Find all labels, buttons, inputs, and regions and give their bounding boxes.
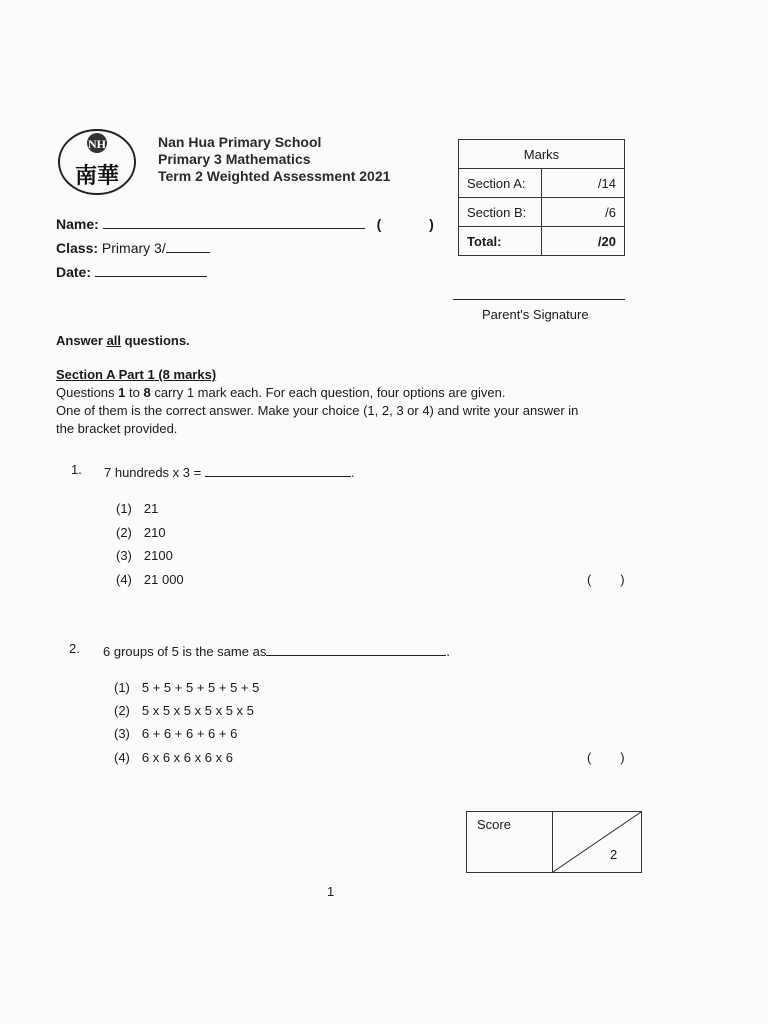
school-logo [56, 127, 138, 197]
logo-letters: NH [88, 137, 106, 151]
q1-option-2-num: (2) [116, 525, 132, 540]
page-number: 1 [327, 884, 335, 899]
answer-all-emph: all [106, 333, 122, 348]
question-1-stem [104, 462, 354, 480]
question-2-text: 6 groups of 5 is the same as [103, 644, 267, 659]
q1-option-4-num: (4) [116, 572, 132, 587]
section-a-line3: the bracket provided. [56, 421, 178, 436]
question-2-blank[interactable] [266, 641, 446, 656]
q1-option-2-text: 210 [143, 525, 166, 540]
q1-option-4-text: 21 000 [143, 572, 184, 587]
marks-value-a: /14 [542, 169, 625, 198]
name-label: Name: [56, 216, 99, 232]
marks-label-a: Section A: [459, 169, 542, 198]
class-row [56, 238, 210, 256]
register-bracket-close: ) [429, 216, 434, 232]
class-label: Class: [56, 240, 99, 256]
q1-option-2 [116, 525, 166, 540]
question-2-stem [103, 641, 450, 659]
assessment-title: Term 2 Weighted Assessment 2021 [158, 168, 391, 184]
section-a-title: Section A Part 1 (8 marks) [56, 367, 217, 382]
score-diagonal [553, 812, 641, 872]
signature-line[interactable] [453, 299, 625, 300]
question-2-end: . [446, 644, 450, 659]
q2-option-1-text: 5 + 5 + 5 + 5 + 5 + 5 [141, 680, 260, 695]
q1-option-4 [116, 572, 184, 587]
q2-option-3 [114, 726, 237, 741]
marks-value-total: /20 [542, 227, 625, 256]
name-row [56, 214, 434, 232]
q2-option-4-num: (4) [114, 750, 130, 765]
question-1-text: 7 hundreds x 3 = [104, 465, 202, 480]
marks-label-total: Total: [459, 227, 542, 256]
q1-option-3 [116, 548, 173, 563]
section-a-line1 [56, 385, 506, 400]
q1-option-1 [116, 501, 158, 516]
q1-option-3-num: (3) [116, 548, 132, 563]
class-field[interactable] [166, 238, 210, 253]
q1-option-1-text: 21 [143, 501, 159, 516]
score-box [466, 811, 642, 873]
answer-all-post: questions. [121, 333, 190, 348]
date-row [56, 262, 207, 280]
score-label: Score [477, 817, 511, 832]
q2-option-1 [114, 680, 259, 695]
signature-label: Parent's Signature [482, 307, 589, 322]
q2-option-2-text: 5 x 5 x 5 x 5 x 5 x 5 [141, 703, 254, 718]
q2-option-2-num: (2) [114, 703, 130, 718]
logo-chinese: 南華 [74, 164, 120, 189]
question-2-number: 2. [69, 641, 80, 656]
q2-option-3-num: (3) [114, 726, 130, 741]
q2-option-1-num: (1) [114, 680, 130, 695]
date-label-text: Date: [56, 264, 92, 280]
name-field[interactable] [103, 214, 365, 229]
line1-pre: Questions [56, 385, 119, 400]
q2-answer-bracket[interactable]: ( ) [587, 750, 625, 765]
marks-label-b: Section B: [459, 198, 542, 227]
q1-answer-bracket[interactable]: ( ) [587, 572, 625, 587]
subject-title: Primary 3 Mathematics [158, 151, 311, 167]
line1-b1: 1 [118, 385, 126, 400]
answer-all-instruction [56, 333, 190, 348]
line1-post: carry 1 mark each. For each question, four options are given. [150, 385, 506, 400]
score-total: 2 [610, 847, 618, 862]
q2-option-3-text: 6 + 6 + 6 + 6 + 6 [141, 726, 238, 741]
q2-option-4-text: 6 x 6 x 6 x 6 x 6 [141, 750, 233, 765]
class-value: Primary 3/ [101, 240, 166, 256]
marks-table [458, 139, 625, 256]
q1-option-3-text: 2100 [143, 548, 173, 563]
section-a-line2: One of them is the correct answer. Make your choice (1, 2, 3 or 4) and write your answer in [56, 403, 579, 418]
register-bracket-open: ( [376, 216, 382, 232]
answer-all-pre: Answer [56, 333, 107, 348]
q2-option-2 [114, 703, 254, 718]
marks-value-b: /6 [542, 198, 625, 227]
date-field[interactable] [95, 262, 207, 277]
q1-option-1-num: (1) [116, 501, 132, 516]
line1-mid: to [125, 385, 144, 400]
line1-b2: 8 [143, 385, 151, 400]
q2-option-4 [114, 750, 233, 765]
school-name: Nan Hua Primary School [158, 134, 322, 150]
question-1-number: 1. [71, 462, 82, 477]
marks-title: Marks [459, 140, 625, 169]
question-1-end: . [350, 465, 355, 480]
question-1-blank[interactable] [205, 462, 351, 477]
